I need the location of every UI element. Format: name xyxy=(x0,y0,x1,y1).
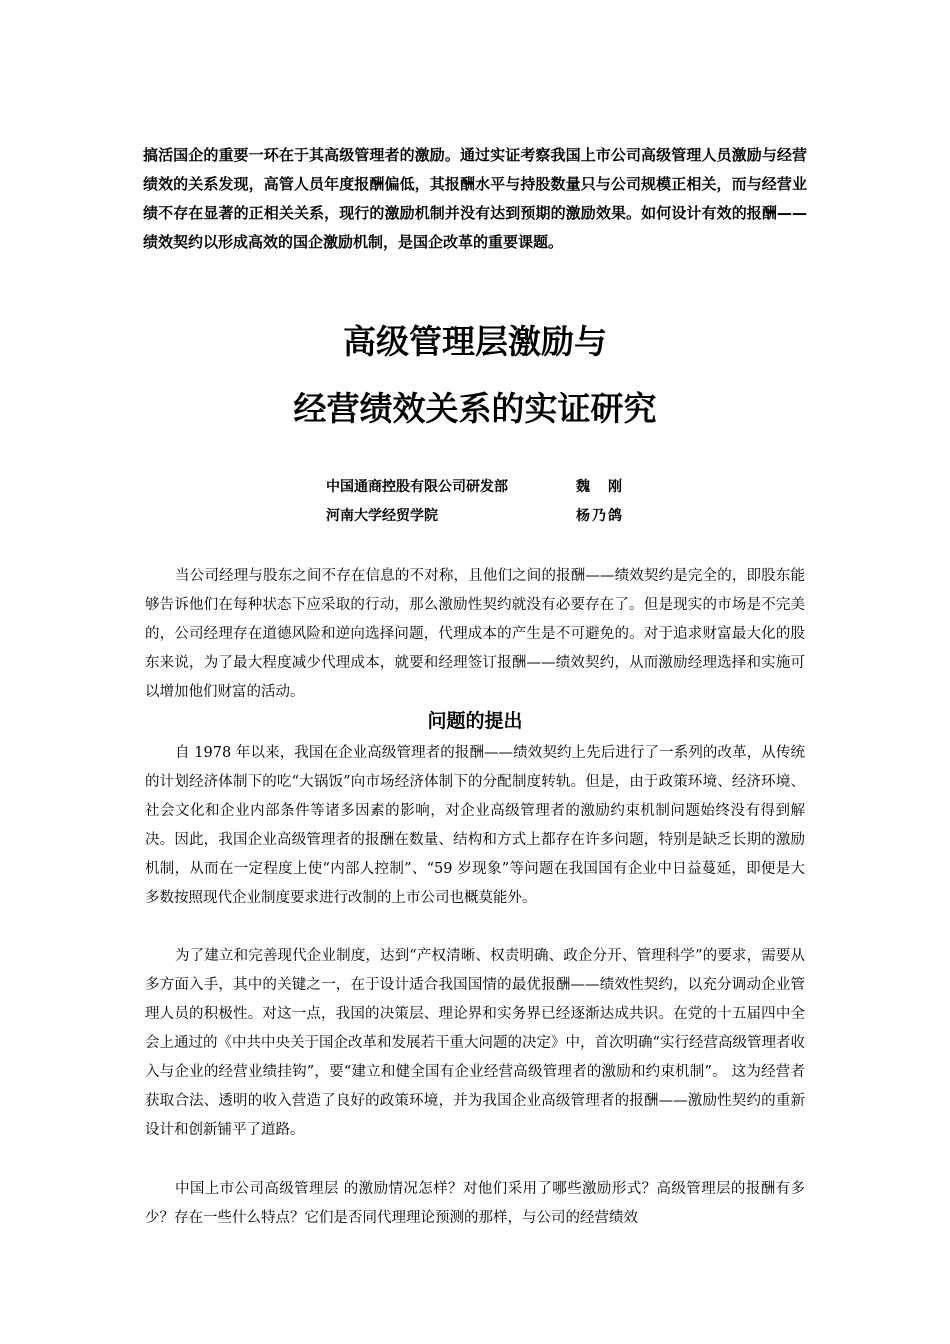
body-paragraph: 自 1978 年以来，我国在企业高级管理者的报酬——绩效契约上先后进行了一系列的改革，从传统的计划经济体制下的吃“大锅饭”向市场经济体制下的分配制度转轨。但是，由于政策环境、经济环境、社会文化和企业内部条件等诸多因素的影响，对企业高级管理者的激励约束机制问题始终没有得到解决。因此，我国企业高级管理者的报酬在数量、结构和方式上都存在许多问题，特别是缺乏长期的激励机制，从而在一定程度上使“内部人控制”、“59 岁现象”等问题在我国国有企业中日益蔓延，即便是大多数按照现代企业制度要求进行改制的上市公司也概莫能外。 xyxy=(145,745,805,906)
title-line-1: 高级管理层激励与 xyxy=(343,322,607,361)
author-name: 杨乃鸽 xyxy=(576,508,624,524)
author-name: 魏 刚 xyxy=(576,479,624,495)
section-heading: 问题的提出 xyxy=(427,710,523,732)
author-block xyxy=(326,474,656,532)
author-affiliation: 中国通商控股有限公司研发部 xyxy=(326,479,508,495)
title-line-2: 经营绩效关系的实证研究 xyxy=(293,389,657,428)
author-affiliation: 河南大学经贸学院 xyxy=(326,508,438,524)
abstract: 搞活国企的重要一环在于其高级管理者的激励。通过实证考察我国上市公司高级管理人员激励与经营绩效的关系发现，高管人员年度报酬偏低，其报酬水平与持股数量只与公司规模正相关，而与经营业绩不存在显著的正相关关系，现行的激励机制并没有达到预期的激励效果。如何设计有效的报酬——绩效契约以形成高效的国企激励机制，是国企改革的重要课题。 xyxy=(143,146,807,251)
author-row xyxy=(326,503,656,532)
author-row xyxy=(326,474,656,503)
intro-paragraph: 当公司经理与股东之间不存在信息的不对称，且他们之间的报酬——绩效契约是完全的，即股东能够告诉他们在每种状态下应采取的行动，那么激励性契约就没有必要存在了。但是现实的市场是不完美的，公司经理存在道德风险和逆向选择问题，代理成本的产生是不可避免的。对于追求财富最大化的股东来说，为了最大程度减少代理成本，就要和经理签订报酬——绩效契约，从而激励经理选择和实施可以增加他们财富的活动。 xyxy=(145,568,805,700)
body-paragraph: 中国上市公司高级管理层 的激励情况怎样？对他们采用了哪些激励形式？高级管理层的报酬有多少？存在一些什么特点？它们是否同代理理论预测的那样，与公司的经营绩效 xyxy=(145,1181,805,1226)
body-paragraph: 为了建立和完善现代企业制度，达到“产权清晰、权责明确、政企分开、管理科学”的要求，需要从多方面入手，其中的关键之一，在于设计适合我国国情的最优报酬——绩效性契约，以充分调动企业管理人员的积极性。对这一点，我国的决策层、理论界和实务界已经逐渐达成共识。在党的十五届四中全会上通过的《中共中央关于国企改革和发展若干重大问题的决定》中，首次明确“实行经营高级管理者收入与企业的经营业绩挂钩”，要“建立和健全国有企业经营高级管理者的激励和约束机制”。 这为经营者获取合法、透明的收入营造了良好的政策环境，并为我国企业高级管理者的报酬——激励性契约的重新设计和创新铺平了道路。 xyxy=(145,948,805,1138)
